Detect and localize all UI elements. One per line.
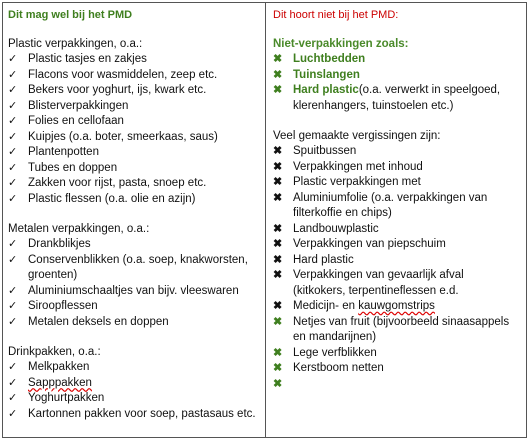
list-item: ✓ Plantenpotten bbox=[8, 145, 265, 161]
drink-list bbox=[8, 360, 265, 422]
drink-title: Drinkpakken, o.a.: bbox=[8, 346, 101, 358]
list-item: ✖ Spuitbussen bbox=[273, 144, 526, 160]
non-packaging-title: Niet-verpakkingen zoals: bbox=[273, 38, 409, 50]
mistakes-list bbox=[273, 144, 526, 390]
list-item: ✓ Bekers voor yoghurt, ijs, kwark etc. bbox=[8, 83, 265, 99]
list-item: ✓ Kartonnen pakken voor soep, pastasaus etc. bbox=[8, 407, 265, 423]
list-item: ✓ Plastic tasjes en zakjes bbox=[8, 52, 265, 68]
cross-icon: ✖ bbox=[273, 222, 283, 235]
list-item: ✖ Aluminiumfolie (o.a. verpakkingen van bbox=[273, 191, 526, 207]
list-item: ✖ Netjes van fruit (bijvoorbeeld sinaasappels bbox=[273, 315, 526, 331]
cross-icon: ✖ bbox=[273, 238, 283, 250]
cross-icon: ✖ bbox=[273, 300, 283, 312]
list-item: ✓ Plastic flessen (o.a. olie en azijn) bbox=[8, 192, 265, 208]
list-item: ✖ Lege verfblikken bbox=[273, 346, 526, 362]
list-item: ✖ Kerstboom netten bbox=[273, 361, 526, 377]
cross-icon: ✖ bbox=[273, 191, 283, 204]
check-icon: ✓ bbox=[8, 376, 18, 389]
list-item: ✖ Hard plastic(o.a. verwerkt in speelgoed, bbox=[273, 83, 526, 99]
cross-icon: ✖ bbox=[273, 176, 283, 188]
cross-icon: ✖ bbox=[273, 362, 283, 374]
list-item: ✓ Drankblikjes bbox=[8, 237, 265, 253]
check-icon: ✓ bbox=[8, 253, 18, 266]
cross-icon: ✖ bbox=[273, 53, 283, 65]
list-item-continuation: klerenhangers, tuinstoelen etc.) bbox=[293, 99, 454, 112]
list-item: ✓ Aluminiumschaaltjes van bijv. vleeswaren bbox=[8, 284, 265, 300]
check-icon: ✓ bbox=[8, 192, 18, 205]
list-item: ✓ Zakken voor rijst, pasta, snoep etc. bbox=[8, 176, 265, 192]
pmd-table bbox=[2, 2, 527, 438]
list-item: ✓ Yoghurtpakken bbox=[8, 391, 265, 407]
check-icon: ✓ bbox=[8, 284, 18, 297]
check-icon: ✓ bbox=[8, 115, 18, 127]
cross-icon: ✖ bbox=[273, 346, 283, 359]
allowed-header: Dit mag wel bij het PMD bbox=[8, 9, 133, 21]
cross-icon: ✖ bbox=[273, 145, 283, 157]
list-item: ✖ Medicijn- en kauwgomstrips bbox=[273, 299, 526, 315]
non-packaging-list bbox=[273, 52, 526, 114]
metal-list bbox=[8, 237, 265, 330]
list-item-continuation: (kitkokers, terpentineflessen e.d. bbox=[293, 284, 459, 297]
list-item: ✓ Tubes en doppen bbox=[8, 161, 265, 177]
check-icon: ✓ bbox=[8, 315, 18, 328]
plastic-list bbox=[8, 52, 265, 207]
check-icon: ✓ bbox=[8, 99, 18, 112]
list-item: ✖ Verpakkingen van gevaarlijk afval bbox=[273, 268, 526, 284]
list-item: ✖ Plastic verpakkingen met bbox=[273, 175, 526, 191]
not-allowed-column bbox=[266, 3, 526, 437]
check-icon: ✓ bbox=[8, 392, 18, 404]
list-item: ✖ Verpakkingen van piepschuim bbox=[273, 237, 526, 253]
cross-icon: ✖ bbox=[273, 68, 283, 81]
list-item: ✖ Verpakkingen met inhoud bbox=[273, 160, 526, 176]
list-item: ✓ Siroopflessen bbox=[8, 299, 265, 315]
list-item: ✖ Tuinslangen bbox=[273, 68, 526, 84]
list-item: ✓ Folies en cellofaan bbox=[8, 114, 265, 130]
check-icon: ✓ bbox=[8, 407, 18, 420]
cross-icon: ✖ bbox=[273, 253, 283, 266]
check-icon: ✓ bbox=[8, 146, 18, 158]
cross-icon: ✖ bbox=[273, 377, 283, 390]
check-icon: ✓ bbox=[8, 68, 18, 81]
check-icon: ✓ bbox=[8, 130, 18, 143]
allowed-column bbox=[3, 3, 266, 437]
list-item-continuation: filterkoffie en chips) bbox=[293, 207, 392, 219]
mistakes-title: Veel gemaakte vergissingen zijn: bbox=[273, 130, 441, 142]
check-icon: ✓ bbox=[8, 84, 18, 96]
list-item: ✓ Conservenblikken (o.a. soep, knakworsten, bbox=[8, 253, 265, 269]
cross-icon: ✖ bbox=[273, 84, 283, 96]
list-item: ✖ Luchtbedden bbox=[273, 52, 526, 68]
check-icon: ✓ bbox=[8, 177, 18, 189]
cross-icon: ✖ bbox=[273, 315, 283, 328]
list-item: ✓ Melkpakken bbox=[8, 360, 265, 376]
check-icon: ✓ bbox=[8, 238, 18, 250]
check-icon: ✓ bbox=[8, 300, 18, 312]
metal-title: Metalen verpakkingen, o.a.: bbox=[8, 223, 150, 235]
list-item: ✖ Landbouwplastic bbox=[273, 222, 526, 238]
not-allowed-header: Dit hoort niet bij het PMD: bbox=[273, 9, 399, 21]
list-item: ✓ Blisterverpakkingen bbox=[8, 99, 265, 115]
list-item: ✓ Sapppakken bbox=[8, 376, 265, 392]
list-item-continuation: groenten) bbox=[28, 269, 78, 281]
list-item: ✓ Metalen deksels en doppen bbox=[8, 315, 265, 331]
list-item: ✖ Hard plastic bbox=[273, 253, 526, 269]
cross-icon: ✖ bbox=[273, 269, 283, 281]
cross-icon: ✖ bbox=[273, 160, 283, 173]
list-item-continuation: en mandarijnen) bbox=[293, 331, 377, 343]
check-icon: ✓ bbox=[8, 161, 18, 174]
list-item: ✓ Flacons voor wasmiddelen, zeep etc. bbox=[8, 68, 265, 84]
check-icon: ✓ bbox=[8, 361, 18, 373]
check-icon: ✓ bbox=[8, 53, 18, 65]
plastic-title: Plastic verpakkingen, o.a.: bbox=[8, 38, 143, 50]
list-item: ✓ Kuipjes (o.a. boter, smeerkaas, saus) bbox=[8, 130, 265, 146]
